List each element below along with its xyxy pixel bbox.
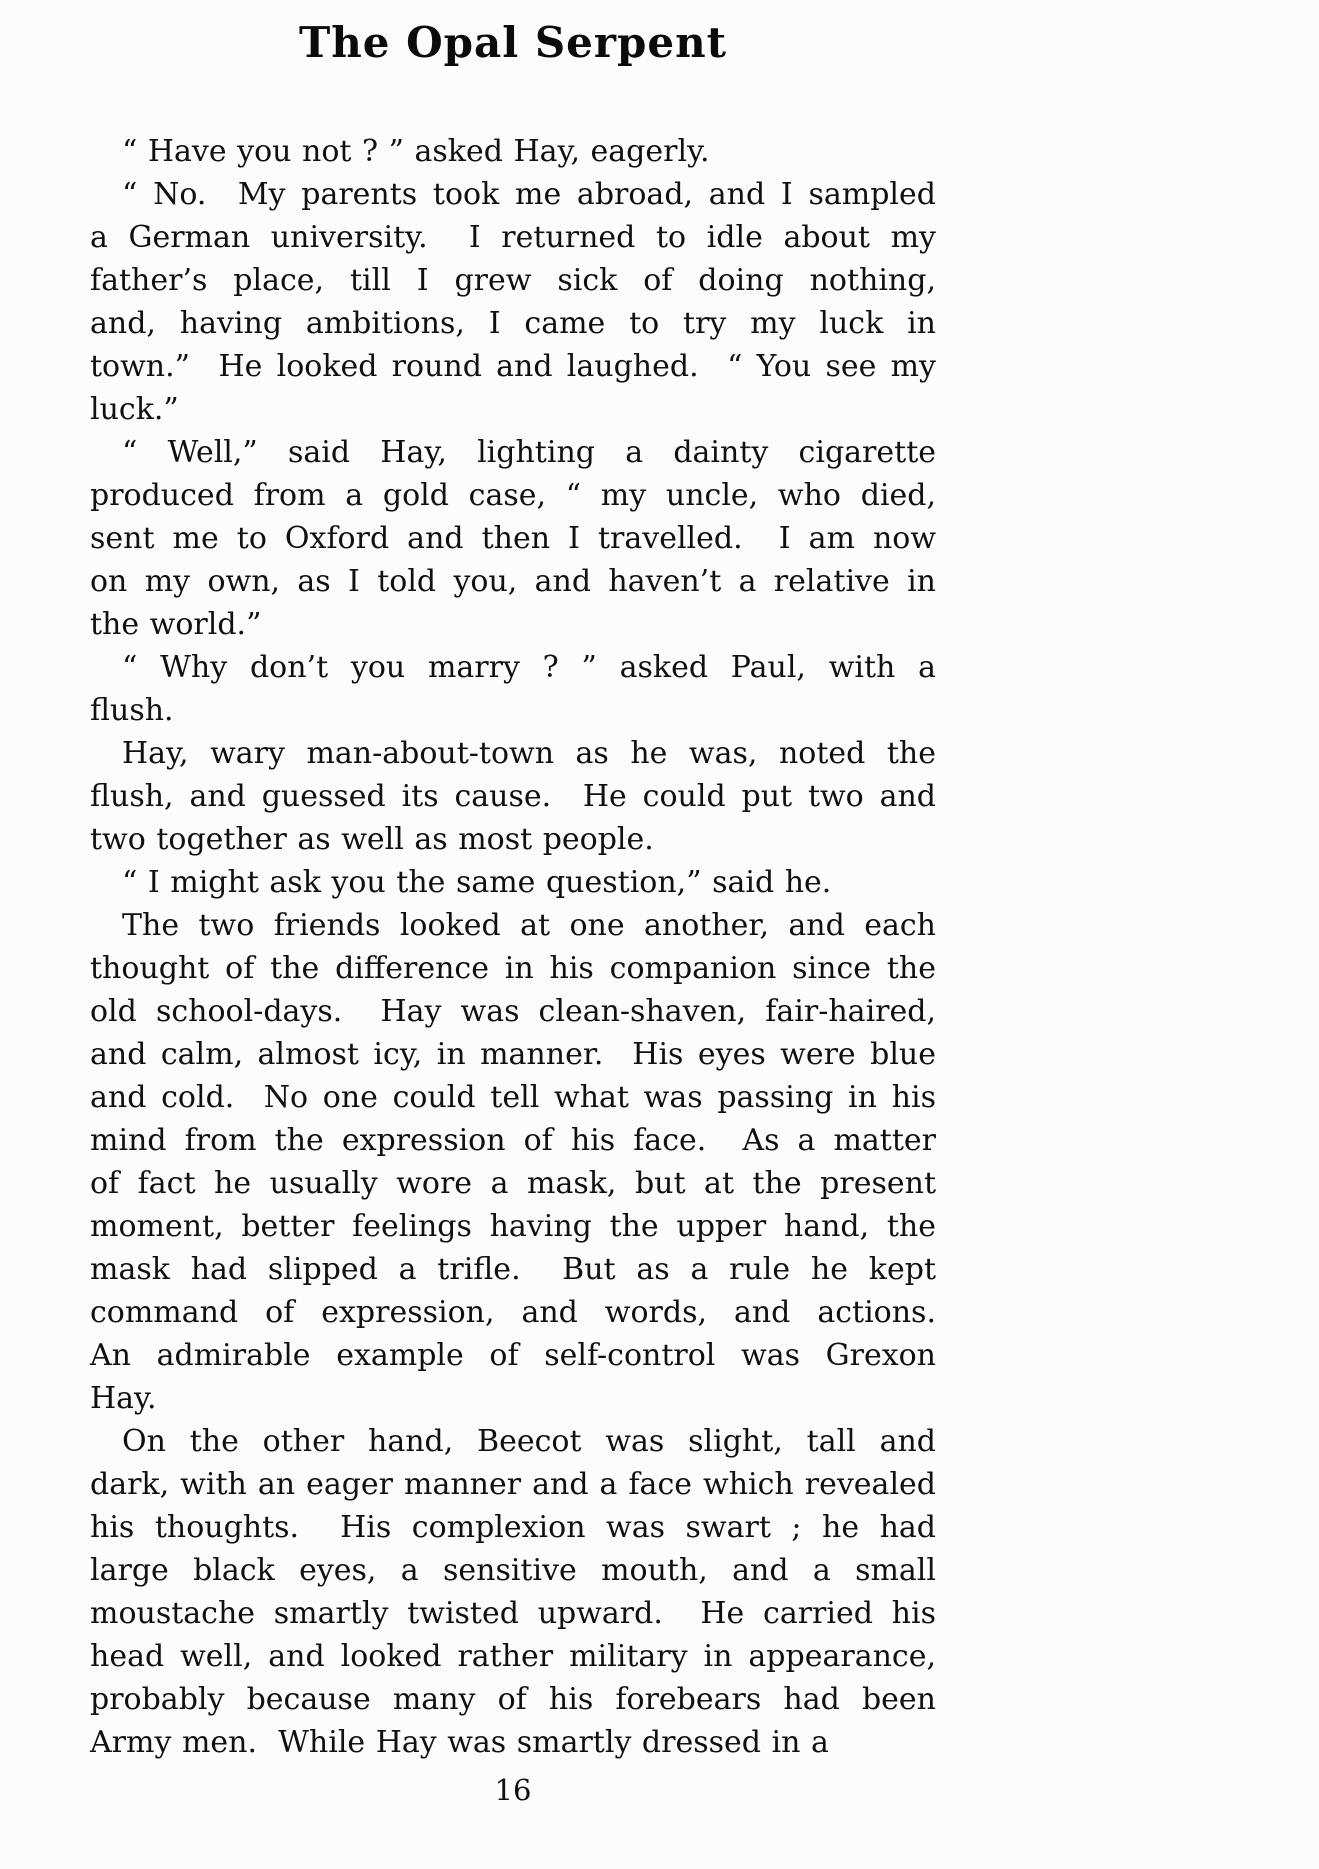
text-line: Hay, wary man-about-town as he was, noted the: [122, 736, 936, 771]
text-line: two together as well as most people.: [90, 822, 654, 857]
paragraph: [90, 431, 936, 646]
text-line: Army men. While Hay was smartly dressed in a: [90, 1725, 829, 1760]
page-title: The Opal Serpent: [298, 18, 728, 67]
text-line: father’s place, till I grew sick of doing nothing,: [90, 263, 936, 298]
text-line: An admirable example of self-control was Grexon: [90, 1338, 936, 1373]
text-line: moustache smartly twisted upward. He carried his: [90, 1596, 936, 1631]
paragraph: [90, 130, 936, 173]
text-line: and, having ambitions, I came to try my luck in: [90, 306, 936, 341]
text-block: [90, 130, 936, 1764]
text-line: “ I might ask you the same question,” said he.: [122, 865, 832, 900]
text-line: and cold. No one could tell what was passing in his: [90, 1080, 936, 1115]
page-number: 16: [494, 1773, 532, 1807]
text-line: of fact he usually wore a mask, but at the present: [90, 1166, 936, 1201]
text-line: mind from the expression of his face. As a matter: [90, 1123, 936, 1158]
text-line: mask had slipped a trifle. But as a rule he kept: [90, 1252, 936, 1287]
text-line: dark, with an eager manner and a face which revealed: [90, 1467, 936, 1502]
text-line: flush.: [90, 693, 174, 728]
text-line: Hay.: [90, 1381, 157, 1416]
text-line: a German university. I returned to idle about my: [90, 220, 936, 255]
paragraph: [90, 732, 936, 861]
text-line: “ Well,” said Hay, lighting a dainty cigarette: [122, 435, 936, 470]
paragraph: [90, 861, 936, 904]
text-line: his thoughts. His complexion was swart ; he had: [90, 1510, 936, 1545]
text-line: thought of the difference in his companion since the: [90, 951, 936, 986]
text-line: The two friends looked at one another, and each: [122, 908, 936, 943]
text-line: produced from a gold case, “ my uncle, who died,: [90, 478, 936, 513]
text-line: “ Have you not ? ” asked Hay, eagerly.: [122, 134, 710, 169]
text-line: town.” He looked round and laughed. “ You see my: [90, 349, 936, 384]
text-line: old school-days. Hay was clean-shaven, fair-haired,: [90, 994, 936, 1029]
paragraph: [90, 904, 936, 1420]
text-line: head well, and looked rather military in appearance,: [90, 1639, 936, 1674]
text-line: “ No. My parents took me abroad, and I sampled: [122, 177, 936, 212]
text-line: sent me to Oxford and then I travelled. I am now: [90, 521, 936, 556]
paragraph: [90, 1420, 936, 1764]
text-line: probably because many of his forebears had been: [90, 1682, 936, 1717]
text-line: and calm, almost icy, in manner. His eyes were blue: [90, 1037, 936, 1072]
text-line: On the other hand, Beecot was slight, tall and: [122, 1424, 936, 1459]
text-line: the world.”: [90, 607, 262, 642]
text-line: “ Why don’t you marry ? ” asked Paul, with a: [122, 650, 936, 685]
text-line: command of expression, and words, and actions.: [90, 1295, 936, 1330]
text-line: luck.”: [90, 392, 179, 427]
text-line: flush, and guessed its cause. He could put two and: [90, 779, 936, 814]
text-line: on my own, as I told you, and haven’t a relative in: [90, 564, 936, 599]
text-line: moment, better feelings having the upper hand, the: [90, 1209, 936, 1244]
paragraph: [90, 173, 936, 431]
text-line: large black eyes, a sensitive mouth, and a small: [90, 1553, 936, 1588]
paragraph: [90, 646, 936, 732]
